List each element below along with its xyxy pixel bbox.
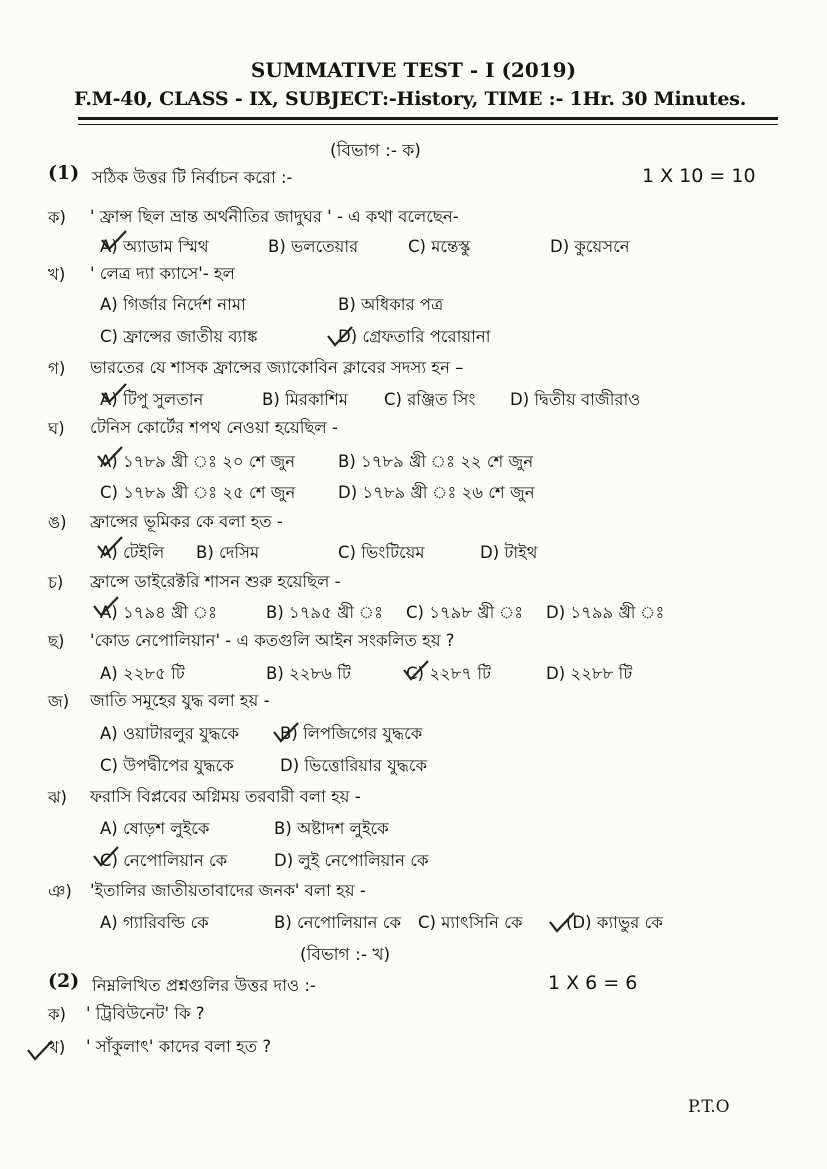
tick-mark-icon: [272, 722, 300, 742]
q1-text: ' ফ্রান্স ছিল ভ্রান্ত অর্থনীতির জাদুঘর ' - এ কথা বলেছেন-: [90, 207, 459, 226]
question-1-marks: 1 X 10 = 10: [642, 165, 756, 187]
q10-option-d: (D) ক্যাভুর কে: [566, 913, 663, 932]
q9-option-a: A) ষোড়শ লুইকে: [100, 819, 210, 838]
q7-option-c: C) ২২৮৭ টি: [406, 664, 492, 683]
tick-mark-icon: [100, 383, 128, 403]
tick-mark-icon: [326, 326, 354, 346]
q1-option-a: A) অ্যাডাম স্মিথ: [100, 237, 209, 256]
q5-option-c: C) ভিংটিয়েম: [338, 543, 425, 562]
section-a-heading: (বিভাগ :- ক): [330, 141, 421, 161]
q1-option-c: C) মন্তেস্কু: [408, 237, 471, 256]
q7-option-b: B) ২২৮৬ টি: [266, 664, 351, 683]
q2-option-a: A) গির্জার নির্দেশ নামা: [100, 295, 246, 314]
q7-option-a: A) ২২৮৫ টি: [100, 664, 185, 683]
q7-text: 'কোড নেপোলিয়ান' - এ কতগুলি আইন সংকলিত হয় ?: [90, 631, 455, 650]
q1-option-b: B) ভলতেয়ার: [268, 237, 359, 256]
q2-label: খ): [48, 265, 66, 284]
question-2-instruction: নিম্নলিখিত প্রশ্নগুলির উত্তর দাও :-: [92, 976, 316, 995]
sb-q2-label: খ): [48, 1038, 66, 1057]
q5-option-b: B) দেসিম: [196, 543, 260, 562]
q8-option-a: A) ওয়াটারলুর যুদ্ধকে: [100, 724, 239, 743]
q2-text: ' লেত্র দ্যা ক্যাসে'- হল: [90, 264, 235, 283]
q2-option-c: C) ফ্রান্সের জাতীয় ব্যাঙ্ক: [100, 327, 258, 346]
q3-option-d: D) দ্বিতীয় বাজীরাও: [510, 390, 641, 409]
q3-text: ভারতের যে শাসক ফ্রান্সের জ্যাকোবিন ক্লাবের সদস্য হন –: [90, 358, 464, 377]
q9-option-b: B) অষ্টাদশ লুইকে: [274, 819, 389, 838]
tick-mark-icon: [96, 536, 124, 556]
q6-label: চ): [48, 573, 64, 592]
q8-text: জাতি সমূহের যুদ্ধ বলা হয় -: [90, 691, 270, 710]
section-b-heading: (বিভাগ :- খ): [300, 945, 391, 965]
q4-label: ঘ): [48, 419, 65, 438]
q10-option-b: B) নেপোলিয়ান কে: [274, 913, 402, 932]
q6-text: ফ্রান্সে ডাইরেক্টরি শাসন শুরু হয়েছিল -: [90, 572, 341, 591]
test-subtitle: F.M-40, CLASS - IX, SUBJECT:-History, TIME :- 1Hr. 30 Minutes.: [74, 88, 747, 110]
tick-mark-icon: [92, 596, 120, 616]
q3-label: গ): [48, 359, 66, 378]
q9-label: ঝ): [48, 788, 67, 807]
tick-mark-icon: [96, 446, 124, 466]
q5-label: ঙ): [48, 513, 67, 532]
q6-option-b: B) ১৭৯৫ খ্রী ঃ: [266, 603, 383, 622]
question-2-number: (2): [48, 970, 80, 992]
q9-option-d: D) লুই নেপোলিয়ান কে: [274, 851, 429, 870]
question-1-number: (1): [48, 162, 80, 184]
q5-option-d: D) টাইথ: [480, 543, 538, 562]
q3-option-a: A) টিপু সুলতান: [100, 390, 204, 409]
tick-mark-icon: [100, 230, 128, 250]
sb-q1-label: ক): [48, 1005, 66, 1024]
q5-text: ফ্রান্সের ভূমিকর কে বলা হত -: [90, 512, 283, 531]
q3-option-b: B) মিরকাশিম: [262, 390, 348, 409]
tick-mark-icon: [548, 912, 576, 932]
question-2-marks: 1 X 6 = 6: [548, 972, 638, 994]
q6-option-a: A) ১৭৯৪ খ্রী ঃ: [100, 603, 217, 622]
header-rule-thin: [78, 124, 778, 125]
q6-option-c: C) ১৭৯৮ খ্রী ঃ: [406, 603, 524, 622]
q9-option-c: C) নেপোলিয়ান কে: [100, 851, 228, 870]
tick-mark-icon: [402, 660, 430, 680]
test-title: SUMMATIVE TEST - I (2019): [250, 58, 577, 82]
q8-label: জ): [48, 692, 70, 711]
q1-label: ক): [48, 208, 66, 227]
q5-option-a: A) টেইলি: [100, 543, 165, 562]
q4-option-a: A) ১৭৮৯ খ্রী ঃ ২০ শে জুন: [100, 452, 296, 471]
q1-option-d: D) কুয়েসনে: [550, 237, 630, 256]
q10-option-a: A) গ্যারিবল্ডি কে: [100, 913, 209, 932]
tick-mark-icon: [92, 846, 120, 866]
q2-option-d: D) গ্রেফতারি পরোয়ানা: [338, 327, 491, 346]
q9-text: ফরাসি বিপ্লবের অগ্নিময় তরবারী বলা হয় -: [90, 787, 361, 806]
q10-text: 'ইতালির জাতীয়তাবাদের জনক' বলা হয় -: [90, 881, 366, 900]
q8-option-d: D) ভিত্তোরিয়ার যুদ্ধকে: [280, 756, 428, 775]
pto-label: P.T.O: [688, 1097, 730, 1117]
q8-option-c: C) উপদ্বীপের যুদ্ধকে: [100, 756, 234, 775]
tick-mark-icon: [26, 1040, 54, 1060]
q4-option-c: C) ১৭৮৯ খ্রী ঃ ২৫ শে জুন: [100, 483, 296, 502]
q7-option-d: D) ২২৮৮ টি: [546, 664, 633, 683]
question-1-instruction: সঠিক উত্তর টি নির্বাচন করো :-: [92, 168, 293, 187]
q4-option-d: D) ১৭৮৯ খ্রী ঃ ২৬ শে জুন: [338, 483, 535, 502]
sb-q2-text: ' সাঁকুলাৎ' কাদের বলা হত ?: [86, 1037, 272, 1056]
q6-option-d: D) ১৭৯৯ খ্রী ঃ: [546, 603, 665, 622]
q7-label: ছ): [48, 632, 65, 651]
q10-option-c: C) ম্যাৎসিনি কে: [418, 913, 523, 932]
q2-option-b: B) অধিকার পত্র: [338, 295, 444, 314]
q3-option-c: C) রঞ্জিত সিং: [384, 390, 476, 409]
q4-text: টেনিস কোর্টের শপথ নেওয়া হয়েছিল -: [90, 418, 338, 437]
q8-option-b: B) লিপজিগের যুদ্ধকে: [280, 724, 423, 743]
header-rule-thick: [78, 117, 778, 120]
q4-option-b: B) ১৭৮৯ খ্রী ঃ ২২ শে জুন: [338, 452, 534, 471]
q10-label: ঞ): [48, 882, 72, 901]
sb-q1-text: ' ট্রিবিউনেট' কি ?: [86, 1004, 205, 1023]
